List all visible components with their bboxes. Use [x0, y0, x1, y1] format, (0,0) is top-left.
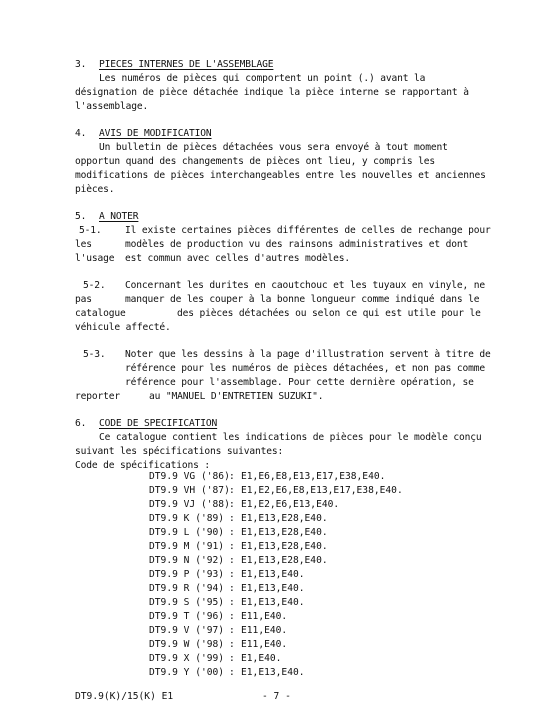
spec-codes: E11,E40. [241, 625, 288, 636]
section-3-line-2: désignation de pièce détachée indique la pièce interne se rapportant à [75, 87, 469, 98]
section-6-number: 6. [75, 418, 87, 429]
spec-model: DT9.9 R ('94) [149, 583, 225, 594]
spec-model: DT9.9 T ('96) [149, 611, 225, 622]
spec-row: DT9.9 T ('96) : E11,E40. [149, 611, 288, 622]
section-5-number: 5. [75, 211, 87, 222]
spec-model: DT9.9 P ('93) [149, 569, 225, 580]
spec-model: DT9.9 V ('97) [149, 625, 225, 636]
note-5-3-number: 5-3. [83, 349, 106, 360]
spec-row: DT9.9 X ('99) : E1,E40. [149, 653, 282, 664]
spec-model: DT9.9 Y ('00) [149, 667, 225, 678]
note-5-3-line-2: référence pour les numéros de pièces détachées, et non pas comme [125, 363, 486, 374]
section-6-line-1: Ce catalogue contient les indications de pièces pour le modèle conçu [99, 432, 482, 443]
spec-model: DT9.9 VH ('87) [149, 485, 230, 496]
section-3-line-3: l'assemblage. [75, 101, 149, 112]
spec-row: DT9.9 M ('91) : E1,E13,E28,E40. [149, 541, 328, 552]
spec-row: DT9.9 V ('97) : E11,E40. [149, 625, 288, 636]
section-6-line-2: suivant les spécifications suivantes: [75, 446, 284, 457]
spec-row: DT9.9 P ('93) : E1,E13,E40. [149, 569, 305, 580]
spec-codes: E1,E6,E8,E13,E17,E38,E40. [241, 471, 386, 482]
spec-codes: E1,E13,E28,E40. [241, 541, 328, 552]
spec-model: DT9.9 N ('92) [149, 555, 225, 566]
section-4-line-2: opportun quand des changements de pièces ont lieu, y compris les [75, 156, 436, 167]
spec-row: DT9.9 R ('94) : E1,E13,E40. [149, 583, 305, 594]
spec-row: DT9.9 L ('90) : E1,E13,E28,E40. [149, 527, 328, 538]
spec-codes: E1,E2,E6,E8,E13,E17,E38,E40. [241, 485, 403, 496]
spec-model: DT9.9 K ('89) [149, 513, 225, 524]
note-5-1-line-1: Il existe certaines pièces différentes de celles de rechange pour [125, 225, 491, 236]
note-5-3-line-1: Noter que les dessins à la page d'illustration servent à titre de [125, 349, 491, 360]
spec-codes: E1,E13,E40. [241, 569, 305, 580]
spec-codes: E1,E13,E40. [241, 667, 305, 678]
spec-codes: E11,E40. [241, 611, 288, 622]
section-3-number: 3. [75, 59, 87, 70]
spec-row: DT9.9 W ('98) : E11,E40. [149, 639, 288, 650]
note-5-1-number: 5-1. [79, 225, 102, 236]
spec-codes: E1,E13,E28,E40. [241, 527, 328, 538]
note-5-1-line-2a: les [75, 239, 92, 250]
section-4-title: AVIS DE MODIFICATION [99, 128, 212, 139]
spec-codes: E1,E13,E40. [241, 583, 305, 594]
spec-codes: E11,E40. [241, 639, 288, 650]
note-5-1-line-2b: modèles de production vu des rainsons administratives et dont [125, 239, 469, 250]
note-5-1-line-3b: est commun avec celles d'autres modèles. [125, 253, 351, 264]
note-5-3-line-3: référence pour l'assemblage. Pour cette dernière opération, se [125, 377, 474, 388]
note-5-2-line-3a: catalogue [75, 308, 126, 319]
spec-model: DT9.9 S ('95) [149, 597, 225, 608]
note-5-2-line-4: véhicule affecté. [75, 322, 171, 333]
spec-model: DT9.9 L ('90) [149, 527, 225, 538]
spec-codes: E1,E2,E6,E13,E40. [241, 499, 340, 510]
section-4-number: 4. [75, 128, 87, 139]
spec-row: DT9.9 K ('89) : E1,E13,E28,E40. [149, 513, 328, 524]
note-5-2-line-2a: pas [75, 294, 92, 305]
section-5-title: A NOTER [99, 211, 139, 222]
section-4-line-4: pièces. [75, 184, 115, 195]
note-5-2-line-2b: manquer de les couper à la bonne longueur comme indiqué dans le [125, 294, 480, 305]
spec-row: DT9.9 VH ('87): E1,E2,E6,E8,E13,E17,E38,E40. [149, 485, 403, 496]
spec-codes: E1,E13,E28,E40. [241, 555, 328, 566]
spec-codes: E1,E13,E40. [241, 597, 305, 608]
spec-row: DT9.9 S ('95) : E1,E13,E40. [149, 597, 305, 608]
spec-row: DT9.9 VJ ('88): E1,E2,E6,E13,E40. [149, 499, 340, 510]
spec-row: DT9.9 N ('92) : E1,E13,E28,E40. [149, 555, 328, 566]
spec-model: DT9.9 X ('99) [149, 653, 225, 664]
section-6-line-3: Code de spécifications : [75, 460, 211, 471]
section-6-title: CODE DE SPECIFICATION [99, 418, 218, 429]
spec-model: DT9.9 W ('98) [149, 639, 225, 650]
note-5-2-line-1: Concernant les durites en caoutchouc et les tuyaux en vinyle, ne [125, 280, 486, 291]
spec-codes: E1,E13,E28,E40. [241, 513, 328, 524]
spec-row: DT9.9 Y ('00) : E1,E13,E40. [149, 667, 305, 678]
spec-model: DT9.9 VG ('86) [149, 471, 230, 482]
note-5-3-line-4b: au "MANUEL D'ENTRETIEN SUZUKI". [149, 391, 324, 402]
section-4-line-1: Un bulletin de pièces détachées vous sera envoyé à tout moment [99, 142, 448, 153]
note-5-2-number: 5-2. [83, 280, 106, 291]
spec-model: DT9.9 M ('91) [149, 541, 225, 552]
spec-row: DT9.9 VG ('86): E1,E6,E8,E13,E17,E38,E40. [149, 471, 386, 482]
note-5-3-line-4a: reporter [75, 391, 121, 402]
footer-model-code: DT9.9(K)/15(K) E1 [75, 691, 174, 702]
note-5-2-line-3b: des pièces détachées ou selon ce qui est utile pour le [177, 308, 481, 319]
spec-codes: E1,E40. [241, 653, 282, 664]
section-4-line-3: modifications de pièces interchangeables entre les nouvelles et anciennes [75, 170, 486, 181]
section-3-line-1: Les numéros de pièces qui comportent un point (.) avant la [99, 73, 426, 84]
note-5-1-line-3a: l'usage [75, 253, 115, 264]
section-3-title: PIECES INTERNES DE L'ASSEMBLAGE [99, 59, 274, 70]
spec-model: DT9.9 VJ ('88) [149, 499, 230, 510]
page-number: - 7 - [262, 691, 291, 702]
